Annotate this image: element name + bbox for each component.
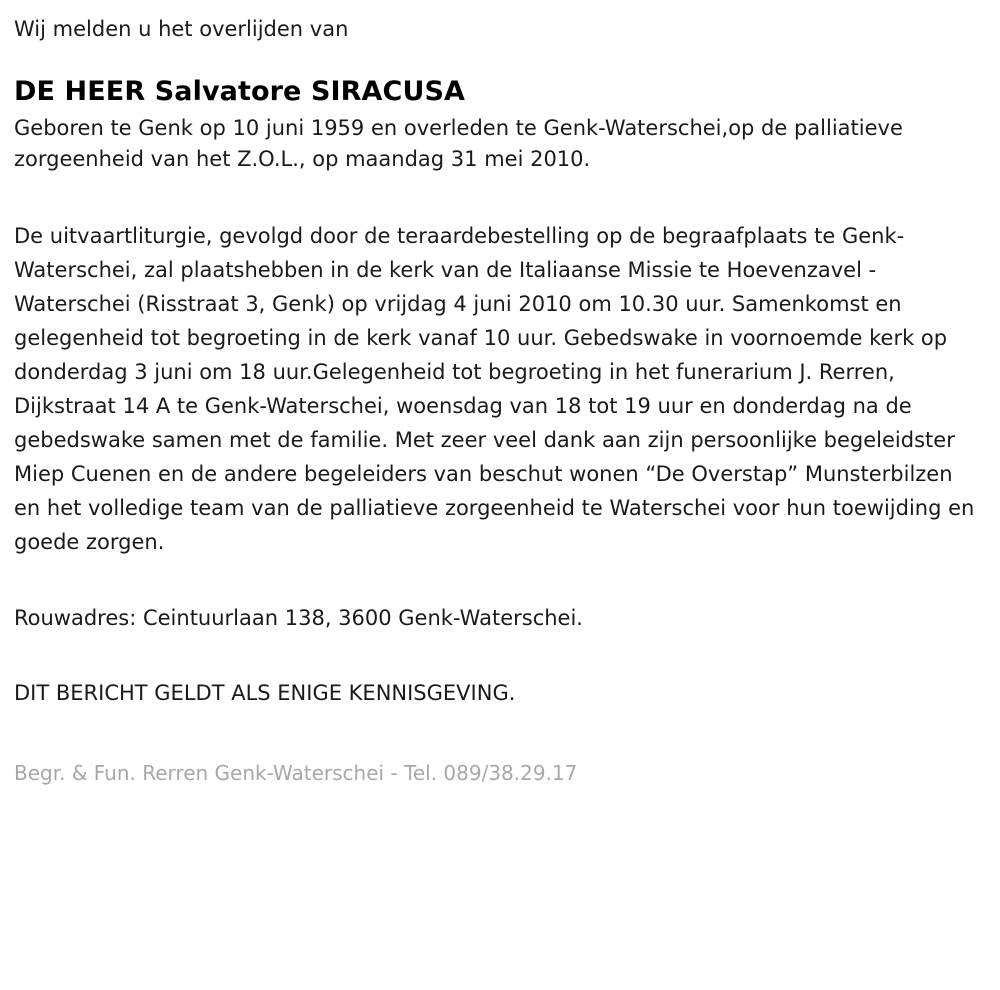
- birth-and-death-details: Geboren te Genk op 10 juni 1959 en overleden te Genk-Waterschei,op de palliatieve zorgeenheid van het Z.O.L., op maandag 31 mei 2010.: [14, 115, 903, 171]
- deceased-name: DE HEER Salvatore SIRACUSA: [14, 75, 466, 107]
- sole-notification-statement: DIT BERICHT GELDT ALS ENIGE KENNISGEVING.: [14, 681, 516, 706]
- ceremony-details: De uitvaartliturgie, gevolgd door de teraardebestelling op de begraafplaats te Genk-Waterschei, zal plaatshebben in de kerk van de Italiaanse Missie te Hoevenzavel -Waterschei (Risstraat 3, Genk) op vrijdag 4 juni 2010 om 10.30 uur. Samenkomst en gelegenheid tot begroeting in de kerk vanaf 10 uur. Gebedswake in voornoemde kerk op donderdag 3 juni om 18 uur.Gelegenheid tot begroeting in het funerarium J. Rerren, Dijkstraat 14 A te Genk-Waterschei, woensdag van 18 tot 19 uur en donderdag na de gebedswake samen met de familie. Met zeer veel dank aan zijn persoonlijke begeleidster Miep Cuenen en de andere begeleiders van beschut wonen “De Overstap” Munsterbilzen en het volledige team van de palliatieve zorgeenheid te Waterschei voor hun toewijding en goede zorgen.: [14, 223, 975, 554]
- announcement-intro: Wij melden u het overlijden van: [14, 17, 349, 41]
- mourning-address: Rouwadres: Ceintuurlaan 138, 3600 Genk-Waterschei.: [14, 605, 583, 630]
- funeral-home-credit: Begr. & Fun. Rerren Genk-Waterschei - Tel. 089/38.29.17: [14, 760, 578, 785]
